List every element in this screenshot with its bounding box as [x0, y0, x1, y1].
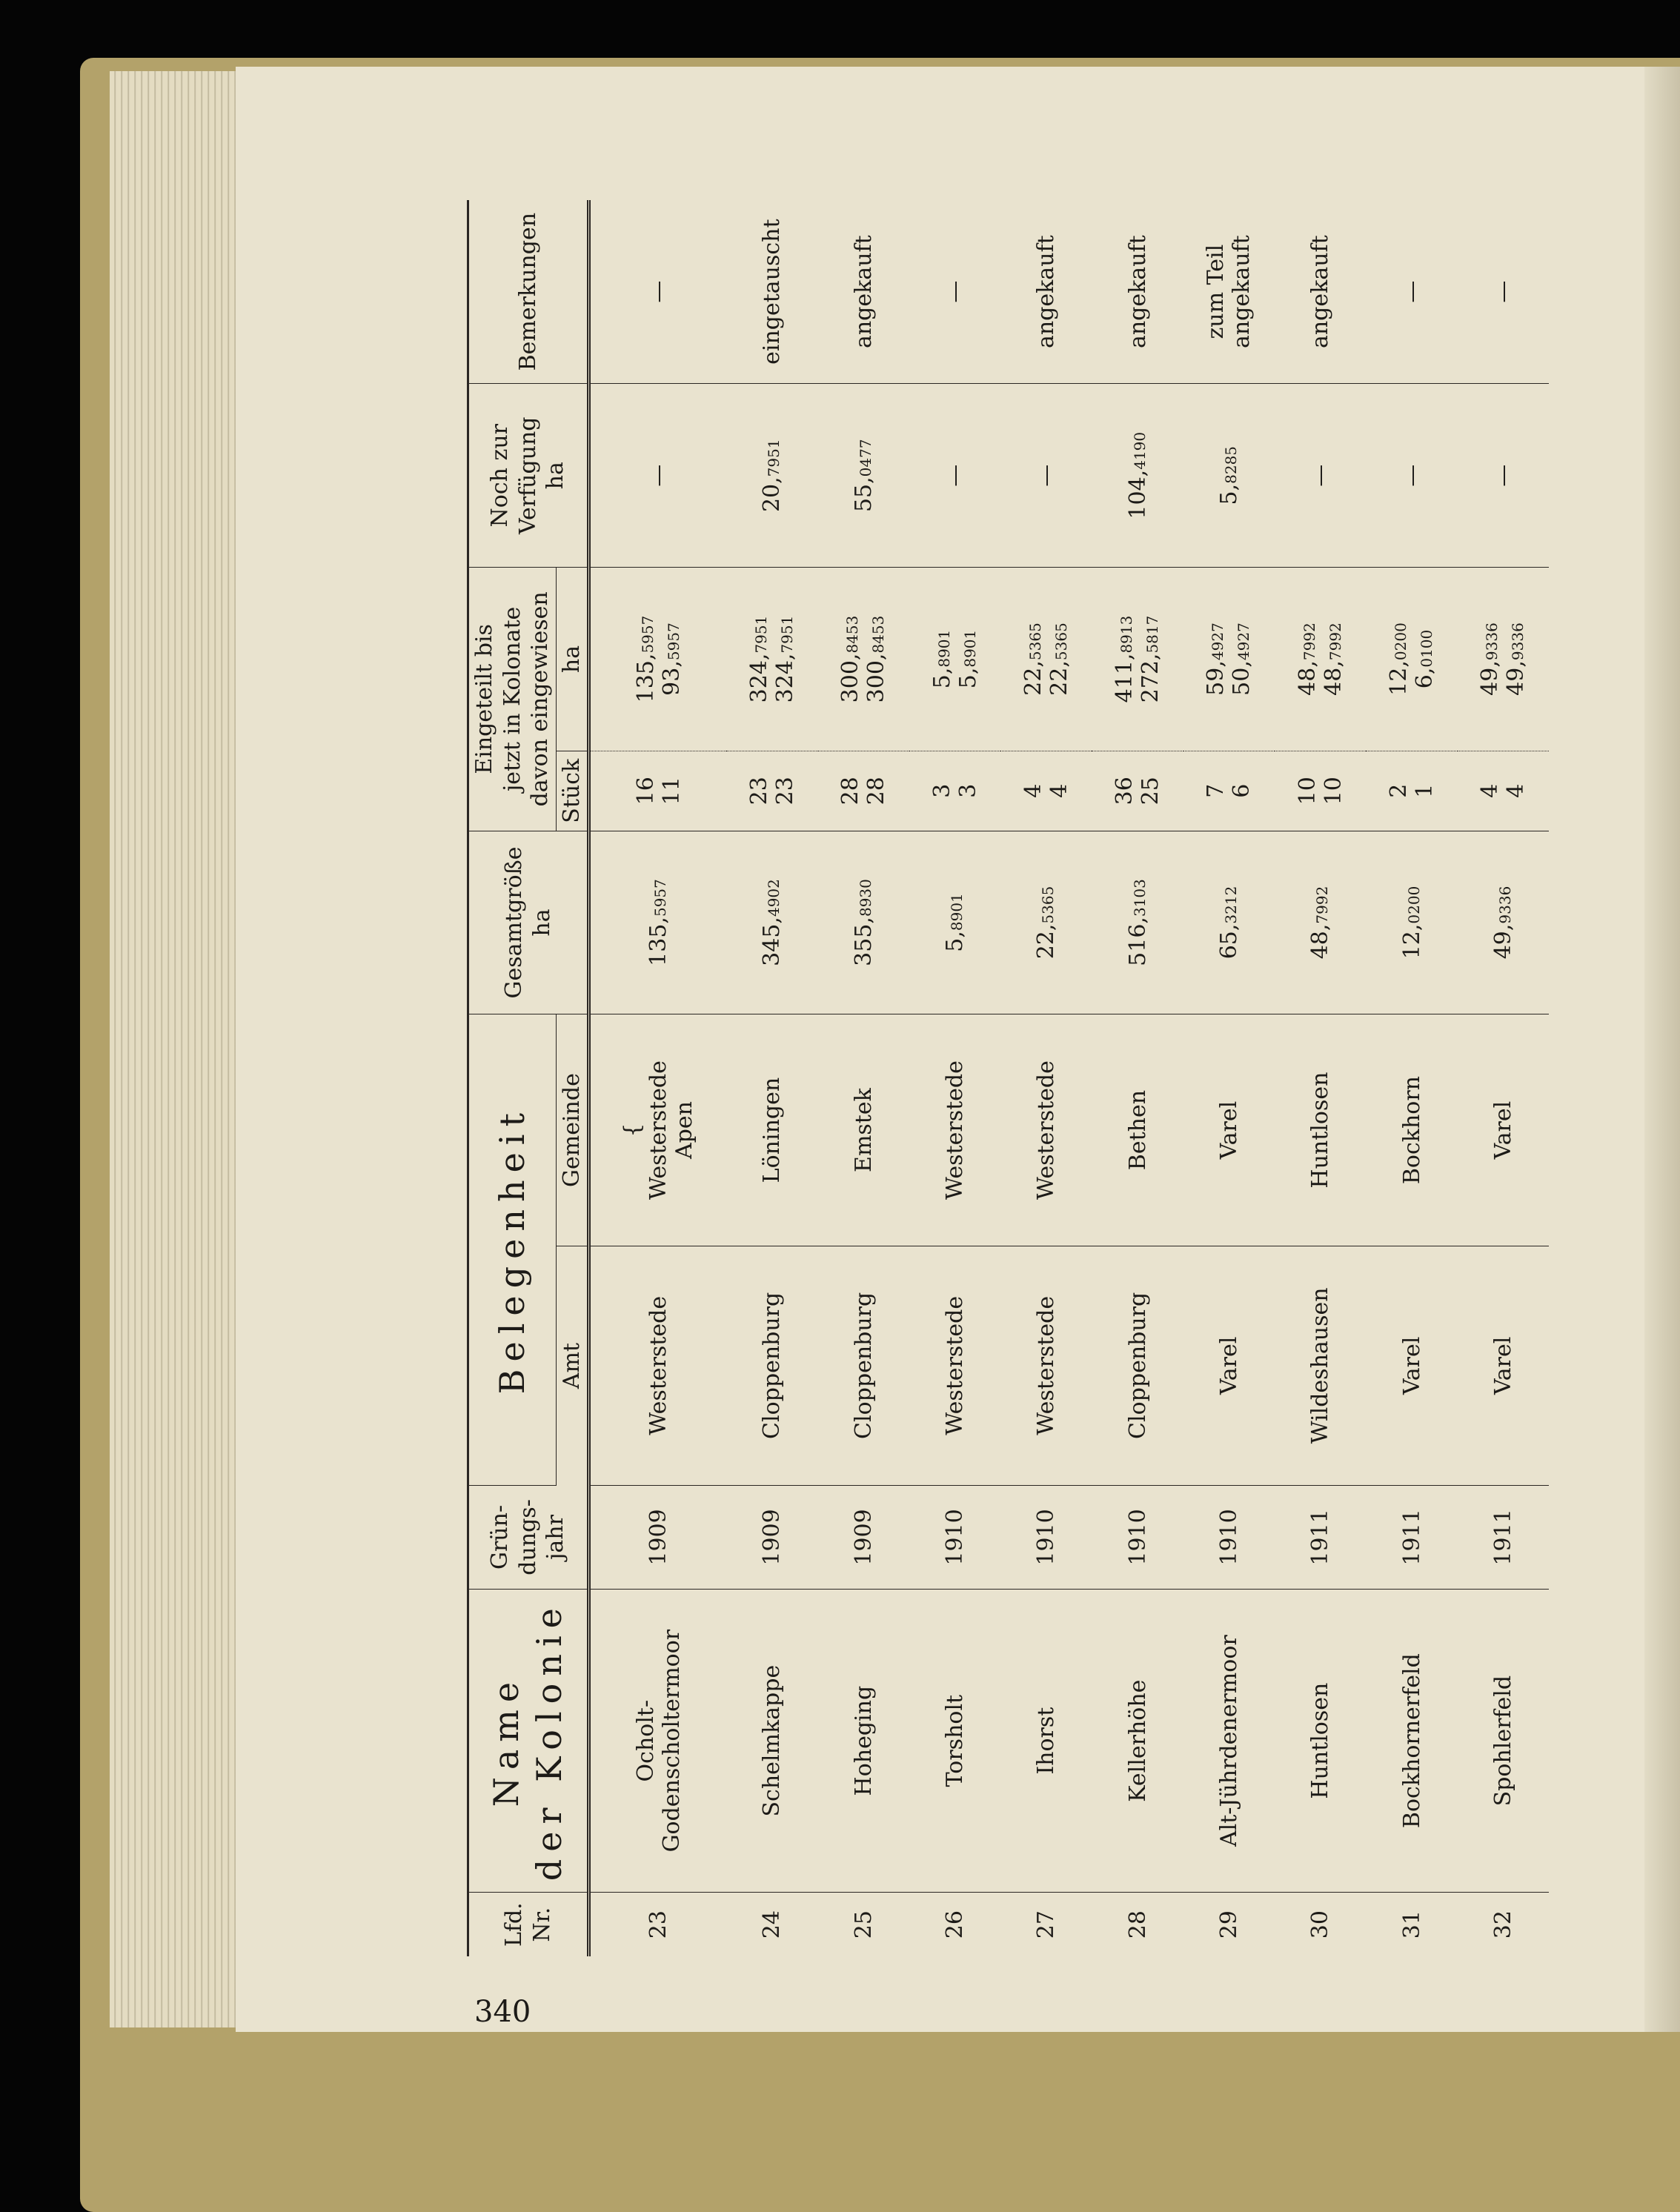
row-gesamt: 65,3212 [1183, 831, 1275, 1014]
row-noch: 55,0477 [818, 384, 909, 568]
row-stueck: 7 6 [1183, 751, 1275, 831]
table-row [1183, 200, 1275, 1956]
row-gesamt: 135,5957 [589, 831, 727, 1014]
row-noch: 5,8285 [1183, 384, 1275, 568]
row-gemeinde: Varel [1458, 1014, 1549, 1246]
row-ha: 300,8453 300,8453 [818, 568, 909, 751]
row-nr: 29 [1215, 1910, 1242, 1939]
row-nr: 28 [1124, 1910, 1151, 1939]
header-name: Name der Kolonie [468, 1589, 589, 1892]
row-nr: 24 [759, 1910, 786, 1939]
row-gemeinde: Huntlosen [1275, 1014, 1366, 1246]
row-noch: — [589, 384, 727, 568]
row-nr: 30 [1307, 1910, 1334, 1939]
row-noch: — [1275, 384, 1366, 568]
row-amt: Cloppenburg [726, 1246, 817, 1485]
row-stueck: 36 25 [1092, 751, 1183, 831]
row-bemerkung: angekauft [818, 200, 909, 384]
row-gemeinde: Westerstede [1000, 1014, 1092, 1246]
table-row [1366, 200, 1457, 1956]
row-jahr: 1911 [1458, 1485, 1549, 1589]
row-name: Spohlerfeld [1458, 1589, 1549, 1892]
row-nr: 31 [1398, 1910, 1425, 1939]
row-bemerkung: zum Teil angekauft [1183, 200, 1275, 384]
page-number: 340 [474, 1995, 531, 2029]
row-name: Kellerhöhe [1092, 1589, 1183, 1892]
row-name: Alt-Jührdenermoor [1183, 1589, 1275, 1892]
row-amt: Westerstede [1000, 1246, 1092, 1485]
row-bemerkung: angekauft [1000, 200, 1092, 384]
row-ha: 135,5957 93,5957 [589, 568, 727, 751]
header-eingeteilt-ha: ha [556, 568, 589, 751]
row-jahr: 1910 [1000, 1485, 1092, 1589]
row-jahr: 1911 [1275, 1485, 1366, 1589]
colony-table [467, 200, 1549, 1956]
row-gesamt: 22,5365 [1000, 831, 1092, 1014]
row-stueck: 4 4 [1458, 751, 1549, 831]
row-bemerkung: — [1458, 200, 1549, 384]
rotated-table-wrapper [467, 200, 1549, 1956]
row-nr: 32 [1490, 1910, 1516, 1939]
row-amt: Varel [1458, 1246, 1549, 1485]
table-row [1092, 200, 1183, 1956]
row-gesamt: 516,3103 [1092, 831, 1183, 1014]
row-jahr: 1909 [726, 1485, 817, 1589]
row-bemerkung: eingetauscht [726, 200, 817, 384]
header-amt: Amt [556, 1246, 589, 1485]
row-noch: 20,7951 [726, 384, 817, 568]
row-gemeinde: Varel [1183, 1014, 1275, 1246]
table-row [1275, 200, 1366, 1956]
row-gemeinde: Westerstede [909, 1014, 1000, 1246]
row-name: Bockhornerfeld [1366, 1589, 1457, 1892]
row-bemerkung: angekauft [1092, 200, 1183, 384]
row-noch: — [1000, 384, 1092, 568]
row-gemeinde: Emstek [818, 1014, 909, 1246]
row-noch: — [1458, 384, 1549, 568]
header-belegenheit: Belegenheit [468, 1014, 557, 1486]
row-name: Huntlosen [1275, 1589, 1366, 1892]
row-amt: Varel [1183, 1246, 1275, 1485]
row-name: Hoheging [818, 1589, 909, 1892]
row-name: Torsholt [909, 1589, 1000, 1892]
row-ha: 5,8901 5,8901 [909, 568, 1000, 751]
row-gesamt: 345,4902 [726, 831, 817, 1014]
row-ha: 324,7951 324,7951 [726, 568, 817, 751]
row-name: Schelmkappe [726, 1589, 817, 1892]
row-bemerkung: — [1366, 200, 1457, 384]
table-row [909, 200, 1000, 1956]
row-nr: 23 [589, 1893, 727, 1956]
row-gemeinde: Bethen [1092, 1014, 1183, 1246]
row-name: Ihorst [1000, 1589, 1092, 1892]
row-gemeinde: Löningen [726, 1014, 817, 1246]
row-bemerkung: angekauft [1275, 200, 1366, 384]
header-nr: Lfd. Nr. [468, 1893, 589, 1956]
header-jahr: Grün- dungs- jahr [468, 1485, 589, 1589]
row-noch: — [909, 384, 1000, 568]
row-gemeinde: { Westerstede Apen [589, 1014, 727, 1246]
row-stueck: 16 11 [589, 751, 727, 831]
row-gesamt: 49,9336 [1458, 831, 1549, 1014]
row-gesamt: 5,8901 [909, 831, 1000, 1014]
header-noch: Noch zur Verfügung ha [468, 384, 589, 568]
row-amt: Cloppenburg [1092, 1246, 1183, 1485]
header-eingeteilt: Eingeteilt bis jetzt in Kolonate davon eingewiesen [468, 568, 557, 831]
row-noch: — [1366, 384, 1457, 568]
row-stueck: 10 10 [1275, 751, 1366, 831]
row-jahr: 1910 [1183, 1485, 1275, 1589]
row-jahr: 1910 [909, 1485, 1000, 1589]
row-amt: Wildeshausen [1275, 1246, 1366, 1485]
row-ha: 22,5365 22,5365 [1000, 568, 1092, 751]
row-ha: 12,0200 6,0100 [1366, 568, 1457, 751]
row-amt: Westerstede [909, 1246, 1000, 1485]
header-gemeinde: Gemeinde [556, 1014, 589, 1246]
table-row [1458, 200, 1549, 1956]
row-name: Ocholt-Godenscholtermoor [589, 1589, 727, 1892]
header-bemerkungen: Bemerkungen [468, 200, 589, 384]
row-ha: 49,9336 49,9336 [1458, 568, 1549, 751]
row-jahr: 1909 [589, 1485, 727, 1589]
row-stueck: 3 3 [909, 751, 1000, 831]
row-jahr: 1911 [1366, 1485, 1457, 1589]
table-row [1000, 200, 1092, 1956]
table-row [818, 200, 909, 1956]
row-gemeinde: Bockhorn [1366, 1014, 1457, 1246]
row-ha: 59,4927 50,4927 [1183, 568, 1275, 751]
row-amt: Westerstede [589, 1246, 727, 1485]
row-ha: 48,7992 48,7992 [1275, 568, 1366, 751]
row-noch: 104,4190 [1092, 384, 1183, 568]
page-gutter [1644, 67, 1680, 2032]
table-row [589, 200, 727, 1956]
row-stueck: 4 4 [1000, 751, 1092, 831]
row-nr: 26 [942, 1910, 969, 1939]
header-stueck: Stück [556, 751, 589, 831]
row-ha: 411,8913 272,5817 [1092, 568, 1183, 751]
row-bemerkung: — [909, 200, 1000, 384]
row-jahr: 1910 [1092, 1485, 1183, 1589]
row-amt: Varel [1366, 1246, 1457, 1485]
row-amt: Cloppenburg [818, 1246, 909, 1485]
row-gesamt: 355,8930 [818, 831, 909, 1014]
row-bemerkung: — [589, 200, 727, 384]
row-nr: 25 [850, 1910, 877, 1939]
row-stueck: 28 28 [818, 751, 909, 831]
row-gesamt: 12,0200 [1366, 831, 1457, 1014]
row-nr: 27 [1033, 1910, 1060, 1939]
page-edges [110, 71, 250, 2027]
table-row [726, 200, 817, 1956]
row-gesamt: 48,7992 [1275, 831, 1366, 1014]
row-stueck: 2 1 [1366, 751, 1457, 831]
row-jahr: 1909 [818, 1485, 909, 1589]
header-gesamt: Gesamtgröße ha [468, 831, 589, 1014]
row-stueck: 23 23 [726, 751, 817, 831]
